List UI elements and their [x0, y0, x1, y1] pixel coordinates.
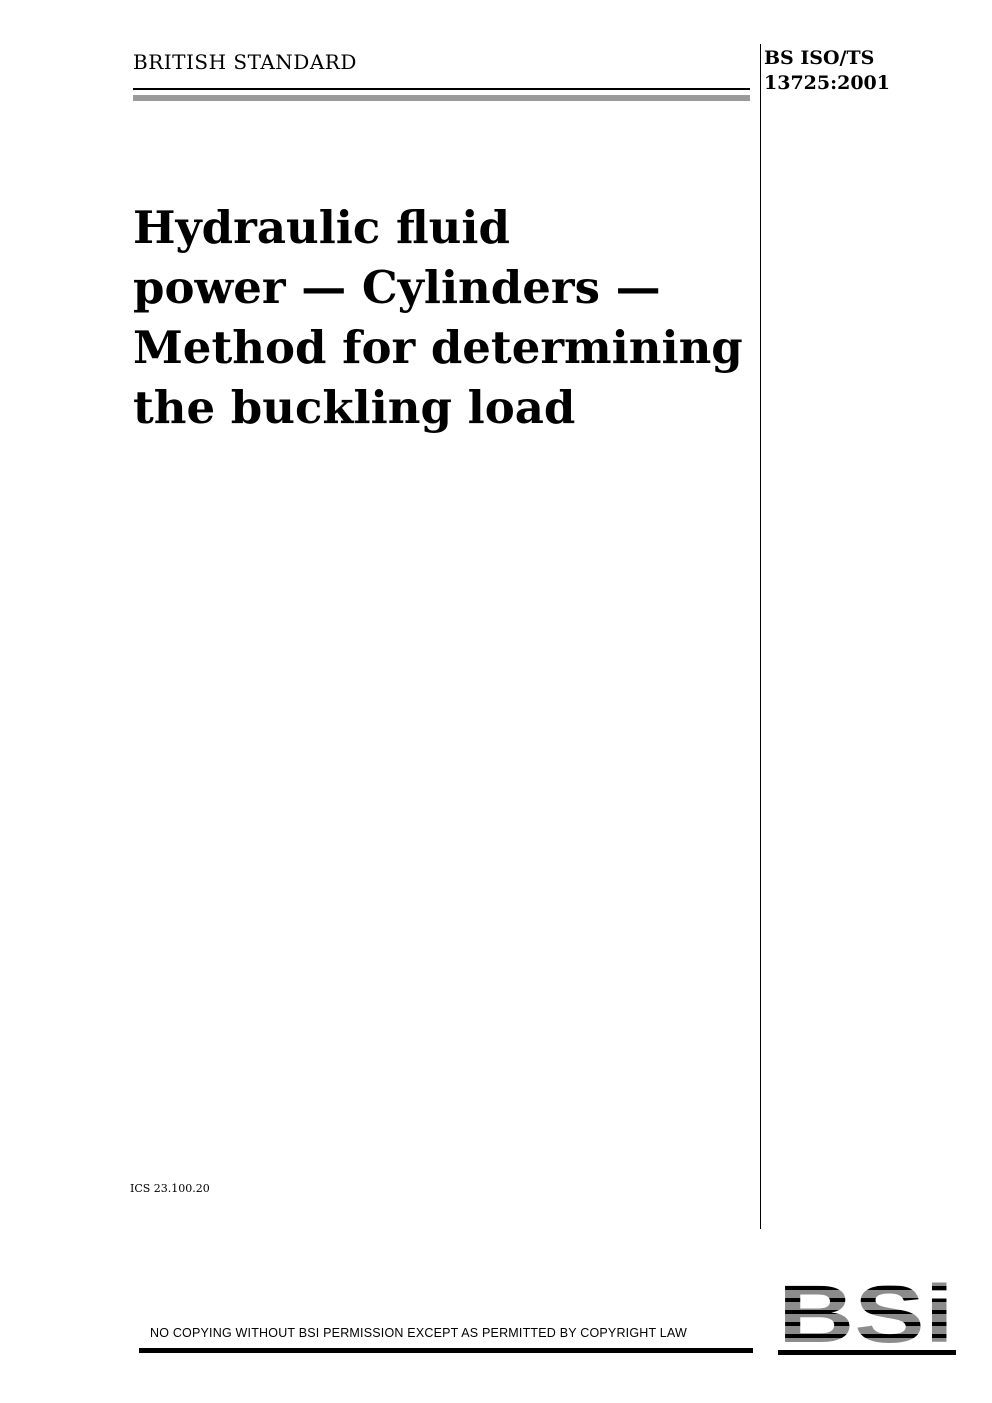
header-rule-grey	[133, 95, 750, 101]
ics-code: ICS 23.100.20	[130, 1182, 210, 1195]
copyright-notice: NO COPYING WITHOUT BSI PERMISSION EXCEPT AS PERMITTED BY COPYRIGHT LAW	[150, 1326, 688, 1340]
title-line-3: Method for determining	[133, 321, 743, 374]
document-reference-line-1: BS ISO/TS	[764, 47, 875, 69]
title-line-4: the buckling load	[133, 381, 576, 434]
header-rule	[133, 88, 750, 90]
vertical-divider	[760, 44, 761, 1229]
footer-rule	[139, 1348, 753, 1353]
title-line-1: Hydraulic fluid	[133, 201, 510, 254]
document-reference	[764, 46, 890, 96]
bsi-logo	[778, 1276, 956, 1356]
title-line-2: power — Cylinders —	[133, 261, 661, 314]
standard-type-label: BRITISH STANDARD	[133, 50, 357, 74]
document-title	[133, 198, 758, 438]
document-reference-line-2: 13725:2001	[764, 72, 890, 94]
